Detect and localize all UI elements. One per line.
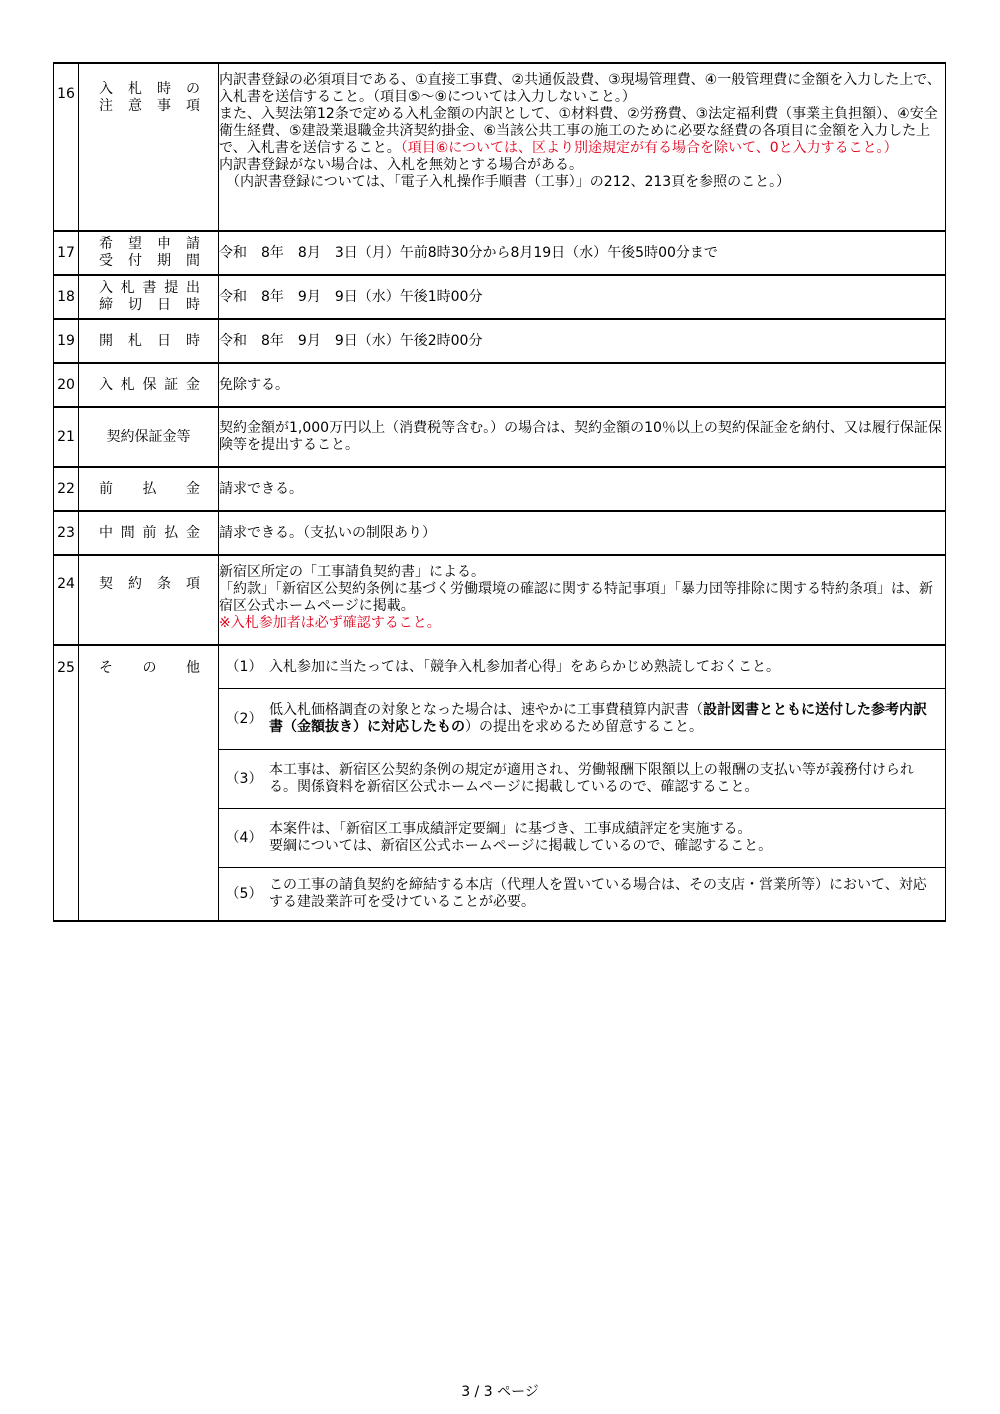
row-content: 令和 8年 9月 9日（水）午後1時00分 [219,275,946,319]
row-21 [54,407,946,467]
row-label: 入 札 保 証 金 [79,363,219,407]
row-19 [54,319,946,363]
row-22 [54,467,946,511]
row-content: 請求できる。 [219,467,946,511]
warning-note: ※入札参加者は必ず確認すること。 [219,615,441,631]
row-content: 令和 8年 9月 9日（水）午後2時00分 [219,319,946,363]
row-content: 請求できる。（支払いの制限あり） [219,511,946,555]
row-label: 契約保証金等 [79,407,219,467]
row-content: 令和 8年 8月 3日（月）午前8時30分から8月19日（水）午後5時00分まで [219,231,946,275]
row-label: 希 望 申 請 受 付 期 間 [79,231,219,275]
row-number: 17 [54,231,79,275]
row-16 [54,63,946,231]
row-24 [54,555,946,645]
row-label: 開 札 日 時 [79,319,219,363]
row-17 [54,231,946,275]
list-item: （5） この工事の請負契約を締結する本店（代理人を置いている場合は、その支店・営業所等）において、対応する建設業許可を受けていることが必要。 [225,877,927,910]
row-label: 入 札 書 提 出 締 切 日 時 [79,275,219,319]
row-content: 新宿区所定の「工事請負契約書」による。 「約款」「新宿区公契約条例に基づく労働環境の確認に関する特記事項」「暴力団等排除に関する特約条項」は、新宿区公式ホームページに掲載。 ※入札参加者は必ず確認すること。 [219,555,946,645]
row-label: 中 間 前 払 金 [79,511,219,555]
list-item: （3） 本工事は、新宿区公契約条例の規定が適用され、労働報酬下限額以上の報酬の支払い等が義務付けられる。関係資料を新宿区公式ホームページに掲載しているので、確認すること。 [219,750,945,809]
row-label: そ の 他 [79,645,219,921]
row-number: 16 [54,63,79,231]
list-item: （1） 入札参加に当たっては、「競争入札参加者心得」をあらかじめ熟読しておくこと。 [219,646,945,689]
row-number: 20 [54,363,79,407]
row-25 [54,645,946,921]
row-18 [54,275,946,319]
row-content [219,645,946,921]
row-number: 19 [54,319,79,363]
row-content: 免除する。 [219,363,946,407]
row-label: 入 札 時 の 注 意 事 項 [79,63,219,231]
row-20 [54,363,946,407]
row-number: 21 [54,407,79,467]
list-item: （2） 低入札価格調査の対象となった場合は、速やかに工事費積算内訳書（設計図書とともに送付した参考内訳書（金額抜き）に対応したもの）の提出を求めるため留意すること。 [219,689,945,750]
row-number: 23 [54,511,79,555]
row-23 [54,511,946,555]
list-item: （4） 本案件は、「新宿区工事成績評定要綱」に基づき、工事成績評定を実施する。 要綱については、新宿区公式ホームページに掲載しているので、確認すること。 [219,809,945,868]
row-label: 契 約 条 項 [79,555,219,645]
row-number: 25 [54,645,79,921]
row-content: 契約金額が1,000万円以上（消費税等含む。）の場合は、契約金額の10％以上の契約保証金を納付、又は履行保証保険等を提出すること。 [219,407,946,467]
conditions-table [53,62,946,922]
row-number: 24 [54,555,79,645]
page-number: 3 / 3 ページ [461,1384,539,1400]
row-number: 18 [54,275,79,319]
row-number: 22 [54,467,79,511]
row-content: 内訳書登録の必須項目である、①直接工事費、②共通仮設費、③現場管理費、④一般管理費に金額を入力した上で、入札書を送信すること。（項目⑤～⑨については入力しないこと。） また、入契法第12条で定める入札金額の内訳として、①材料費、②労務費、③法定福利費（事業主負担額）、④安全衛生経費、⑤建設業退職金共済契約掛金、⑥当該公共工事の施工のために必要な経費の各項目に金額を入力した上で、入札書を送信すること。（項目⑥については、区より別途規定が有る場合を除いて、0と入力すること。） 内訳書登録がない場合は、入札を無効とする場合がある。 （内訳書登録については、「電子入札操作手順書（工事）」の212、213頁を参照のこと。） [219,63,946,231]
row-label: 前 払 金 [79,467,219,511]
